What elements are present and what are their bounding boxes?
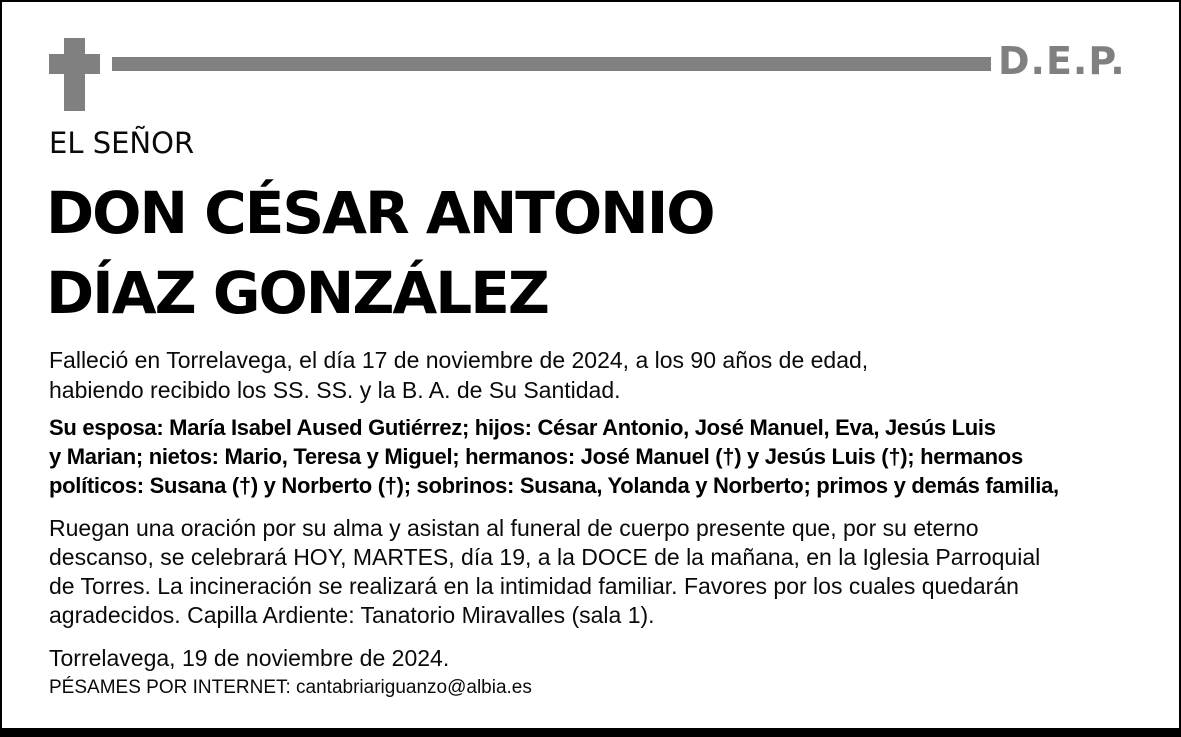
family-line: Su esposa: María Isabel Aused Gutiérrez; hijos: César Antonio, José Manuel, Eva, Jesús Luis: [49, 415, 996, 440]
ceremony-line: de Torres. La incineración se realizará en la intimidad familiar. Favores por los cuales quedarán: [49, 573, 1019, 599]
death-notice-line: Falleció en Torrelavega, el día 17 de noviembre de 2024, a los 90 años de edad,: [49, 347, 869, 373]
condolences-line: [49, 675, 532, 701]
family-list: [49, 413, 1059, 500]
family-line: políticos: Susana (†) y Norberto (†); sobrinos: Susana, Yolanda y Norberto; primos y demás familia,: [49, 473, 1059, 498]
family-line: y Marian; nietos: Mario, Teresa y Miguel; hermanos: José Manuel (†) y Jesús Luis (†); hermanos: [49, 444, 1023, 469]
ceremony-details: [49, 514, 1040, 630]
name-line: DÍAZ GONZÁLEZ: [46, 259, 548, 327]
header-rule: [112, 57, 991, 71]
name-line: DON CÉSAR ANTONIO: [46, 179, 714, 247]
ceremony-line: Ruegan una oración por su alma y asistan al funeral de cuerpo presente que, por su eterno: [49, 515, 979, 541]
cross-vertical-bar: [64, 38, 85, 111]
death-notice: [49, 345, 868, 405]
ceremony-line: descanso, se celebrará HOY, MARTES, día 19, a la DOCE de la mañana, en la Iglesia Parroquial: [49, 544, 1041, 570]
deceased-name: [46, 173, 714, 333]
condolences-text: PÉSAMES POR INTERNET: cantabriariguanzo@albia.es: [49, 677, 532, 698]
place-date: [49, 643, 449, 673]
title-prefix: EL SEÑOR: [49, 126, 195, 160]
cross-horizontal-bar: [49, 54, 100, 74]
ceremony-line: agradecidos. Capilla Ardiente: Tanatorio Miravalles (sala 1).: [49, 602, 655, 628]
dep-badge: D.E.P.: [998, 39, 1126, 83]
death-notice-line: habiendo recibido los SS. SS. y la B. A. de Su Santidad.: [49, 377, 621, 403]
place-date-text: Torrelavega, 19 de noviembre de 2024.: [49, 645, 450, 671]
